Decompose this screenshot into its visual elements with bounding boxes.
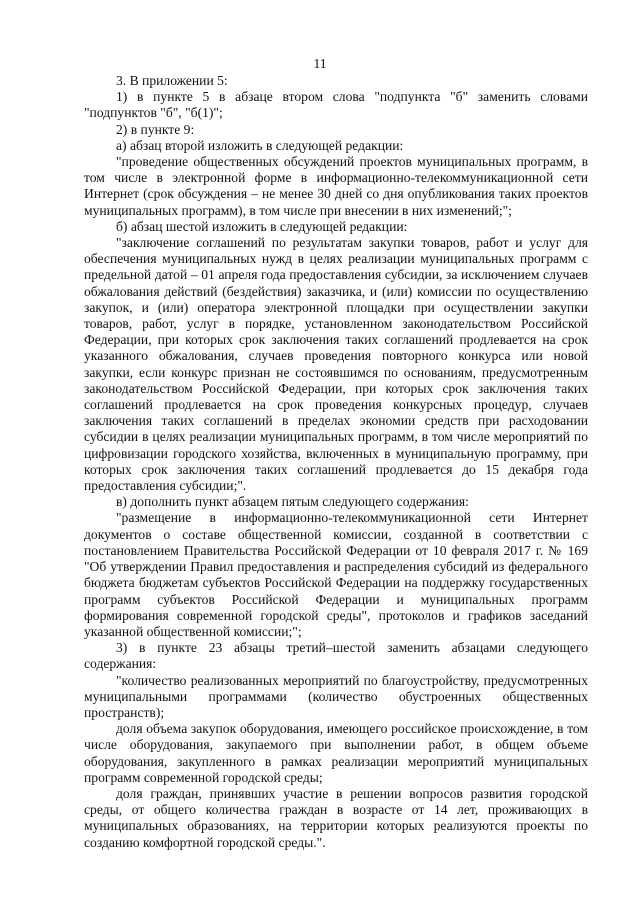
paragraph: б) абзац шестой изложить в следующей редакции: [116,218,408,234]
paragraph: 3) в пункте 23 абзацы третий–шестой заменить абзацами следующего содержания: [84,640,588,672]
paragraph: "проведение общественных обсуждений проектов муниципальных программ, в том числе в электронной форме в информационно-телекоммуникационной сети Интернет (срок обсуждения – не менее 30 дней со дня опубликования таких проектов муниципальных программ), в том числе при внесении в них изменений;"; [84,154,588,218]
paragraph: доля объема закупок оборудования, имеющего российское происхождение, в том числе оборудования, закупаемого при выполнении работ, в общем объеме оборудования, закупленного в рамках реализации мероприятий муниципальных программ современной городской среды; [84,721,588,785]
page-number: 11 [313,56,327,71]
paragraph: 1) в пункте 5 в абзаце втором слова "подпункта "б" заменить словами "подпунктов "б", "б(1)"; [84,89,588,121]
paragraph: "заключение соглашений по результатам закупки товаров, работ и услуг для обеспечения муниципальных нужд в целях реализации муниципальных программ с предельной датой – 01 апреля года предоставления субсидии, за исключением случаев обжалования действий (бездействия) заказчика, и (или) комиссии по осуществлению закупок, и (или) оператора электронной площадки при осуществлении закупки товаров, работ, услуг в порядке, установленном законодательством Российской Федерации, при которых срок заключения таких соглашений продлевается на срок указанного обжалования, случаев проведения повторного конкурса или новой закупки, если конкурс признан не состоявшимся по основаниям, предусмотренным законодательством Российской Федерации, при которых срок заключения таких соглашений продлевается на срок проведения конкурсных процедур, случаев заключения таких соглашений в пределах экономии средств при расходовании субсидии в целях реализации муниципальных программ, в том числе мероприятий по цифровизации городского хозяйства, включенных в муниципальную программу, при которых срок заключения таких соглашений продлевается до 15 декабря года предоставления субсидии;". [84,235,588,494]
document-body [84,73,588,851]
paragraph: доля граждан, принявших участие в решении вопросов развития городской среды, от общего количества граждан в возрасте от 14 лет, проживающих в муниципальных образованиях, на территории которых реализуются проекты по созданию комфортной городской среды.". [84,785,588,850]
paragraph: 3. В приложении 5: [116,73,228,88]
paragraph: "размещение в информационно-телекоммуникационной сети Интернет документов о составе общественной комиссии, созданной в соответствии с постановлением Правительства Российской Федерации от 10 февраля 2017 г. № 169 "Об утверждении Правил предоставления и распределения субсидий из федерального бюджета бюджетам субъектов Российской Федерации на поддержку государственных программ субъектов Российской Федерации и муниципальных программ формирования современной городской среды", протоколов и графиков заседаний указанной общественной комиссии;"; [84,510,588,639]
paragraph: а) абзац второй изложить в следующей редакции: [116,137,404,153]
paragraph: в) дополнить пункт абзацем пятым следующего содержания: [116,494,469,510]
paragraph: 2) в пункте 9: [116,121,195,137]
paragraph: "количество реализованных мероприятий по благоустройству, предусмотренных муниципальными программами (количество обустроенных общественных пространств); [84,672,588,720]
